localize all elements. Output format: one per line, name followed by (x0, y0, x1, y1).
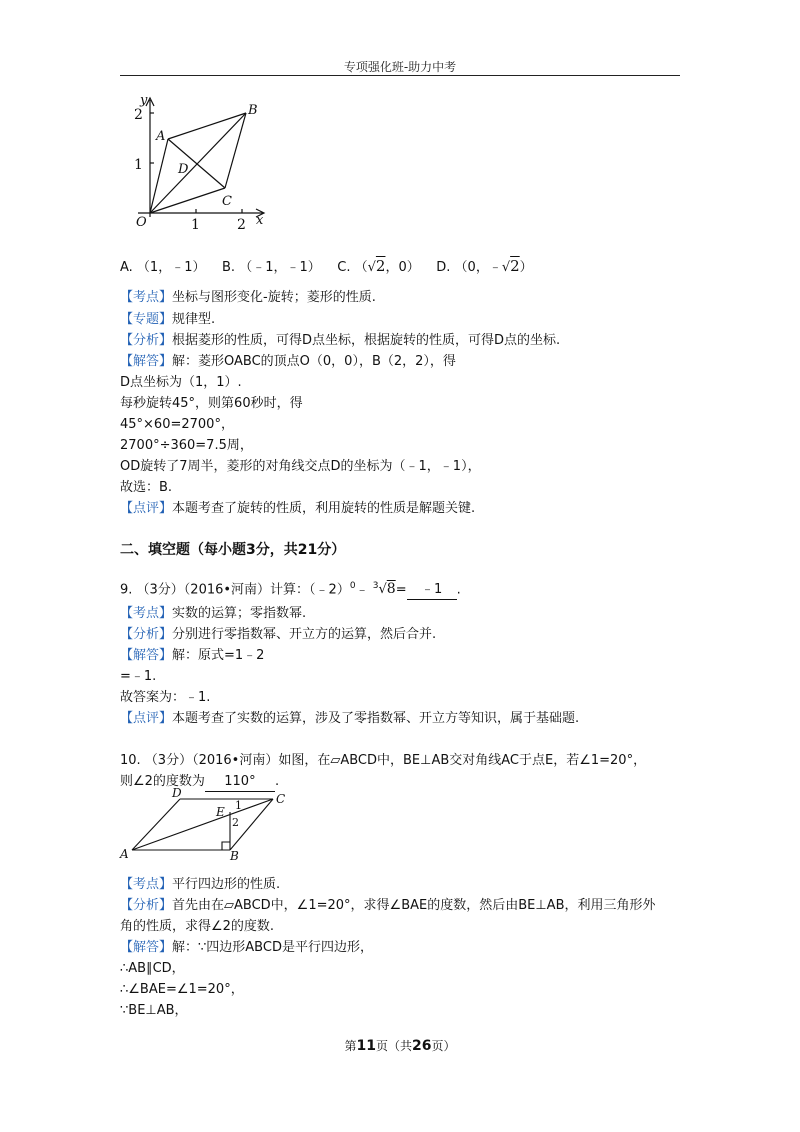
q8-options (120, 257, 533, 277)
q8-dianping: 【点评】本题考查了旋转的性质，利用旋转的性质是解题关键. (120, 501, 476, 516)
q8-line-1: D点坐标为（1，1）. (120, 375, 242, 390)
option-b: B. （﹣1，﹣1） (222, 260, 321, 275)
option-c: C. （√2，0） (337, 257, 420, 275)
q9-answer: ﹣1 (407, 581, 457, 600)
q8-line-5: OD旋转了7周半，菱形的对角线交点D的坐标为（﹣1，﹣1）， (120, 459, 481, 474)
label-C: C (222, 194, 232, 209)
page-number: 11 (356, 1038, 376, 1054)
figure-parallelogram (118, 788, 298, 862)
side-DA (132, 799, 180, 850)
diagonal-AC (168, 139, 225, 188)
page-total: 26 (412, 1038, 432, 1054)
q10-stem: 10. （3分）（2016•河南）如图，在▱ABCD中，BE⊥AB交对角线AC于点E，若∠1=20°， (120, 753, 647, 768)
q10-fenxi: 【分析】首先由在▱ABCD中，∠1=20°，求得∠BAE的度数，然后由BE⊥AB，利用三角形外 (120, 898, 656, 913)
q9-line-2: 故答案为：﹣1. (120, 690, 211, 705)
label-A: A (120, 847, 129, 861)
page-header-title: 专项强化班-助力中考 (343, 60, 457, 74)
label-A: A (156, 129, 166, 144)
q8-fenxi: 【分析】根据菱形的性质，可得D点坐标，根据旋转的性质，可得D点的坐标. (120, 333, 561, 348)
q8-jieda: 【解答】解：菱形OABC的顶点O（0，0），B（2，2），得 (120, 354, 456, 369)
q10-line-2: ∴∠BAE=∠1=20°， (120, 982, 244, 997)
q8-line-4: 2700°÷360=7.5周， (120, 438, 253, 453)
label-B: B (230, 849, 239, 862)
q9-fenxi: 【分析】分别进行零指数幂、开立方的运算，然后合并. (120, 627, 437, 642)
label-angle-1: 1 (235, 799, 242, 812)
q9-dianping: 【点评】本题考查了实数的运算，涉及了零指数幂、开立方等知识，属于基础题. (120, 711, 580, 726)
side-OA (150, 139, 168, 213)
q10-answer: 110° (205, 773, 275, 792)
label-E: E (216, 805, 225, 819)
q10-jieda: 【解答】解：∵四边形ABCD是平行四边形， (120, 940, 373, 955)
option-a: A. （1，﹣1） (120, 260, 206, 275)
q10-line-3: ∵BE⊥AB， (120, 1003, 188, 1018)
right-angle-mark (222, 842, 230, 850)
q10-line-1: ∴AB∥CD， (120, 961, 185, 976)
q8-line-2: 每秒旋转45°，则第60秒时，得 (120, 396, 303, 411)
q10-kaodian: 【考点】平行四边形的性质. (120, 877, 281, 892)
label-y: y (140, 93, 148, 108)
q8-line-3: 45°×60=2700°， (120, 417, 234, 432)
tick-x-1: 1 (191, 217, 200, 232)
label-angle-2: 2 (232, 816, 239, 829)
figure-rhombus-coordinate (118, 92, 268, 232)
label-B: B (248, 103, 258, 118)
q8-zhuanti: 【专题】规律型. (120, 312, 216, 327)
label-D: D (172, 788, 182, 800)
q10-stem-2: 则∠2的度数为 110° . (120, 773, 279, 792)
q9-line-1: =﹣1. (120, 669, 157, 684)
tick-y-1: 1 (134, 157, 143, 173)
page-footer: 第11页（共26页） (344, 1038, 456, 1054)
header-divider (120, 75, 680, 76)
section-title: 二、填空题（每小题3分，共21分） (120, 542, 346, 558)
label-C: C (276, 792, 286, 806)
label-x: x (256, 213, 264, 228)
label-D: D (178, 162, 189, 177)
q9-jieda: 【解答】解：原式=1﹣2 (120, 648, 265, 663)
tick-x-2: 2 (237, 217, 246, 232)
q9-stem: 9. （3分）（2016•河南）计算：（﹣2）$^0$﹣ $^3$√8= ﹣1 . (120, 577, 461, 600)
option-d: D. （0，﹣√2） (436, 257, 533, 275)
q10-fenxi-2: 角的性质，求得∠2的度数. (120, 919, 275, 934)
q8-kaodian: 【考点】坐标与图形变化-旋转；菱形的性质. (120, 290, 376, 305)
tick-y-2: 2 (134, 107, 143, 123)
q8-line-6: 故选：B. (120, 480, 173, 495)
q9-kaodian: 【考点】实数的运算；零指数幂. (120, 606, 307, 621)
label-O: O (136, 215, 147, 230)
